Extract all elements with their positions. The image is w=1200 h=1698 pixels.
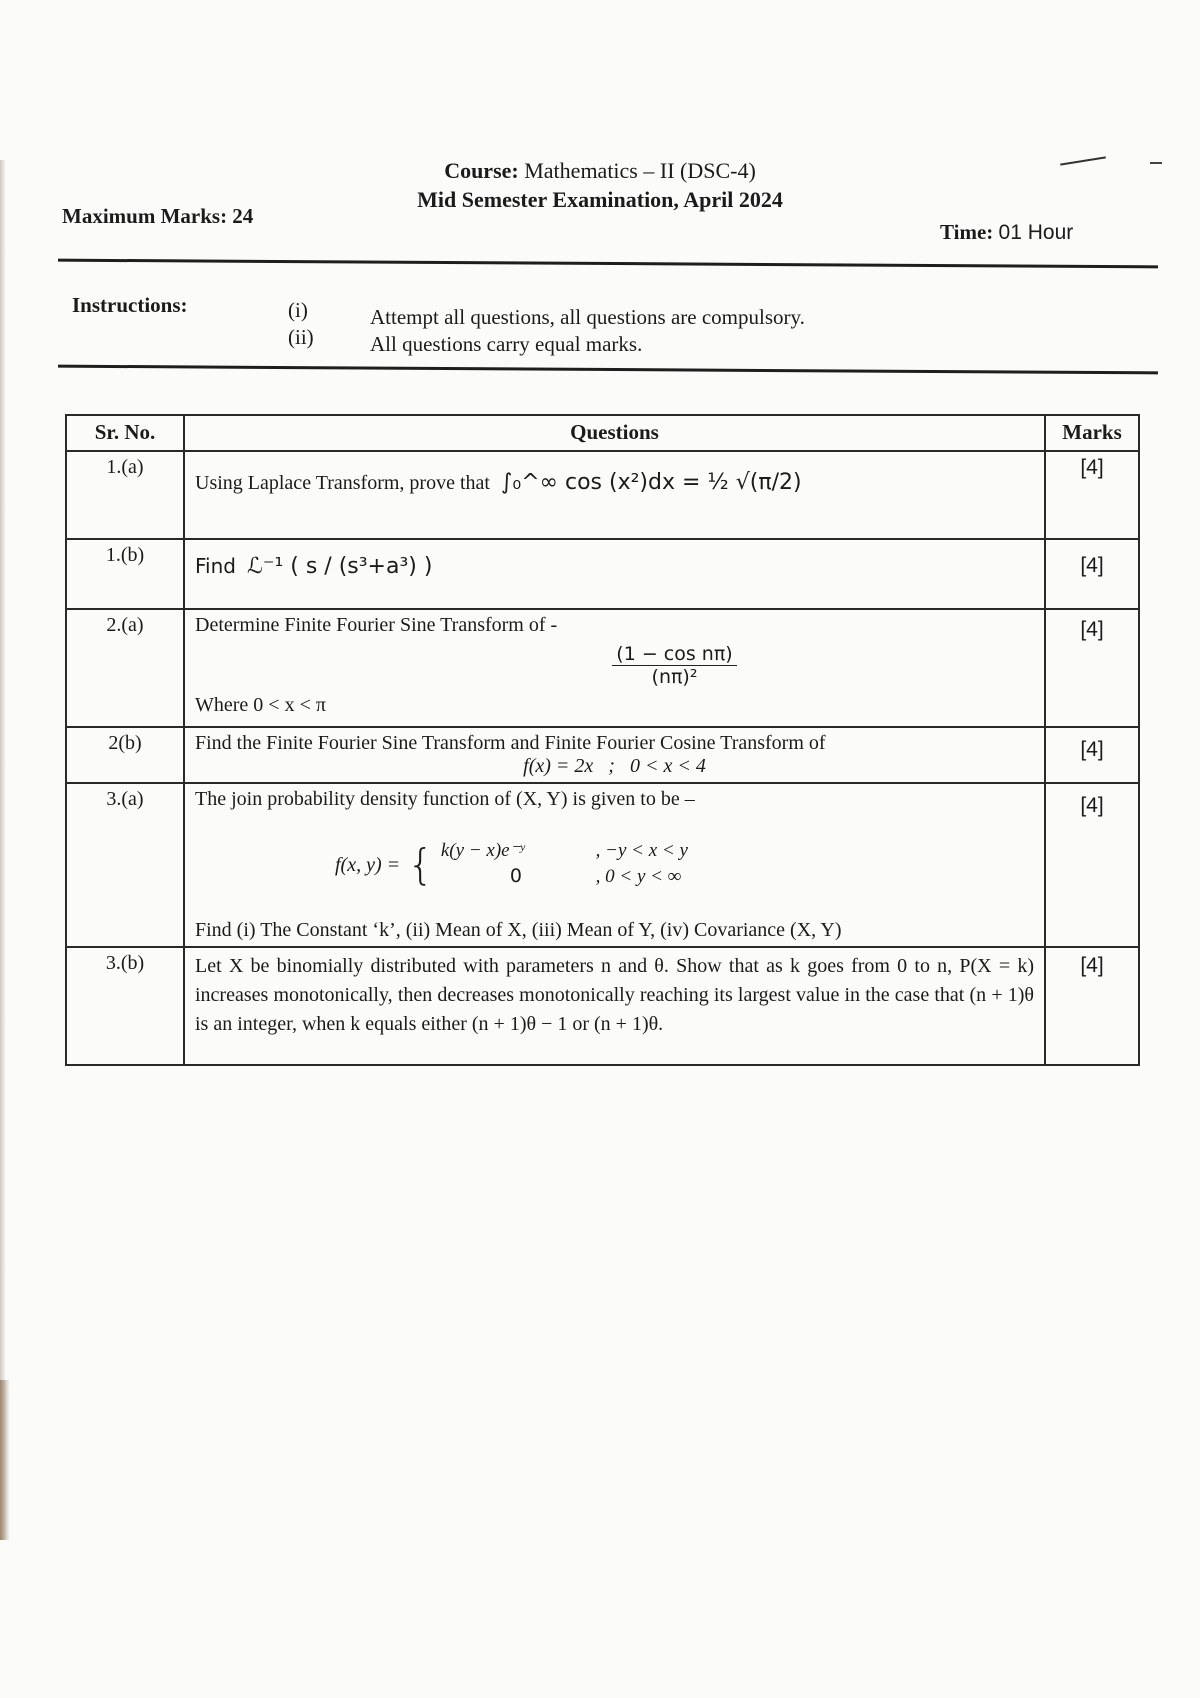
question-cell: [184, 727, 1045, 783]
page-edge-shadow: [0, 160, 6, 1540]
sr-no-cell: 1.(b): [66, 539, 184, 609]
course-line: [380, 158, 820, 184]
question-cell: [184, 539, 1045, 609]
exam-title: Mid Semester Examination, April 2024: [417, 187, 783, 212]
course-value: Mathematics – II (DSC-4): [524, 158, 756, 183]
time-value: 01 Hour: [998, 221, 1074, 244]
page-edge-stain: [0, 1380, 10, 1540]
sr-no-cell: 3.(a): [66, 783, 184, 947]
header-marks: Marks: [1045, 415, 1139, 451]
course-label: Course:: [444, 158, 519, 183]
pen-mark: [1060, 156, 1106, 165]
case-1-expr: k(y − x)e⁻ʸ: [440, 840, 525, 861]
table-row: [66, 539, 1139, 609]
marks-cell: [4]: [1045, 947, 1139, 1065]
marks-cell: [4]: [1045, 539, 1139, 609]
sr-no-cell: 3.(b): [66, 947, 184, 1065]
piecewise-lhs: f(x, y) =: [335, 853, 401, 876]
pen-dash: [1150, 162, 1162, 164]
question-cell: [184, 609, 1045, 727]
fraction-denominator: (nπ)²: [651, 666, 698, 688]
sr-no-cell: 2(b): [66, 727, 184, 783]
question-text: The join probability density function of (X, Y) is given to be –: [195, 788, 695, 810]
case-2-expr: 0: [509, 865, 522, 887]
questions-table: [65, 414, 1140, 1066]
question-text: Using Laplace Transform, prove that: [195, 472, 490, 494]
question-cell: [184, 783, 1045, 947]
instruction-text-1: Attempt all questions, all questions are compulsory.: [370, 305, 805, 329]
instruction-num-2: (ii): [288, 325, 314, 349]
left-brace: {: [407, 840, 434, 889]
header-sr-no: Sr. No.: [66, 415, 184, 451]
question-math: ∫₀^∞ cos (x²)dx = ½ √(π/2): [500, 470, 802, 495]
question-cell: Let X be binomially distributed with parameters n and θ. Show that as k goes from 0 to n, P(X = k) increases monotonically, then decreases monotonically reaching its largest value in the case that (n + 1)θ is an integer, when k equals either (n + 1)θ − 1 or (n + 1)θ.: [184, 947, 1045, 1065]
question-fraction: [315, 643, 1034, 688]
table-row: [66, 947, 1139, 1065]
fraction-numerator: (1 − cos nπ): [612, 643, 736, 666]
table-row: [66, 727, 1139, 783]
header-rule: [58, 259, 1158, 269]
sr-no-cell: 1.(a): [66, 451, 184, 539]
case-2-cond: , 0 < y < ∞: [595, 866, 682, 887]
table-row: [66, 783, 1139, 947]
piecewise-function: [335, 839, 1034, 895]
table-row: [66, 451, 1139, 539]
marks-cell: [4]: [1045, 451, 1139, 539]
instructions-label: Instructions:: [72, 293, 188, 317]
marks-cell: [4]: [1045, 727, 1139, 783]
instruction-text-2: All questions carry equal marks.: [370, 332, 643, 356]
instructions-rule: [58, 365, 1158, 375]
time-label: Time:: [940, 220, 994, 244]
sr-no-cell: 2.(a): [66, 609, 184, 727]
question-text: Find the Finite Fourier Sine Transform and Finite Fourier Cosine Transform of: [195, 732, 826, 754]
time-allowed: [940, 220, 1073, 245]
question-where: Where 0 < x < π: [195, 694, 326, 716]
marks-cell: [4]: [1045, 609, 1139, 727]
table-header-row: [66, 415, 1139, 451]
instruction-num-1: (i): [288, 298, 308, 322]
question-text: Find: [195, 554, 236, 578]
question-math: f(x) = 2x ; 0 < x < 4: [523, 755, 706, 777]
question-cell: [184, 451, 1045, 539]
table-row: [66, 609, 1139, 727]
piecewise-cases: [441, 839, 688, 891]
case-1-cond: , −y < x < y: [595, 840, 688, 861]
question-text: Determine Finite Fourier Sine Transform of -: [195, 614, 558, 636]
max-marks: Maximum Marks: 24: [62, 204, 254, 228]
marks-cell: [4]: [1045, 783, 1139, 947]
question-math: ℒ⁻¹ ( s / (s³+a³) ): [246, 554, 433, 579]
header-questions: Questions: [184, 415, 1045, 451]
question-find: Find (i) The Constant ‘k’, (ii) Mean of X, (iii) Mean of Y, (iv) Covariance (X, Y): [195, 919, 842, 941]
